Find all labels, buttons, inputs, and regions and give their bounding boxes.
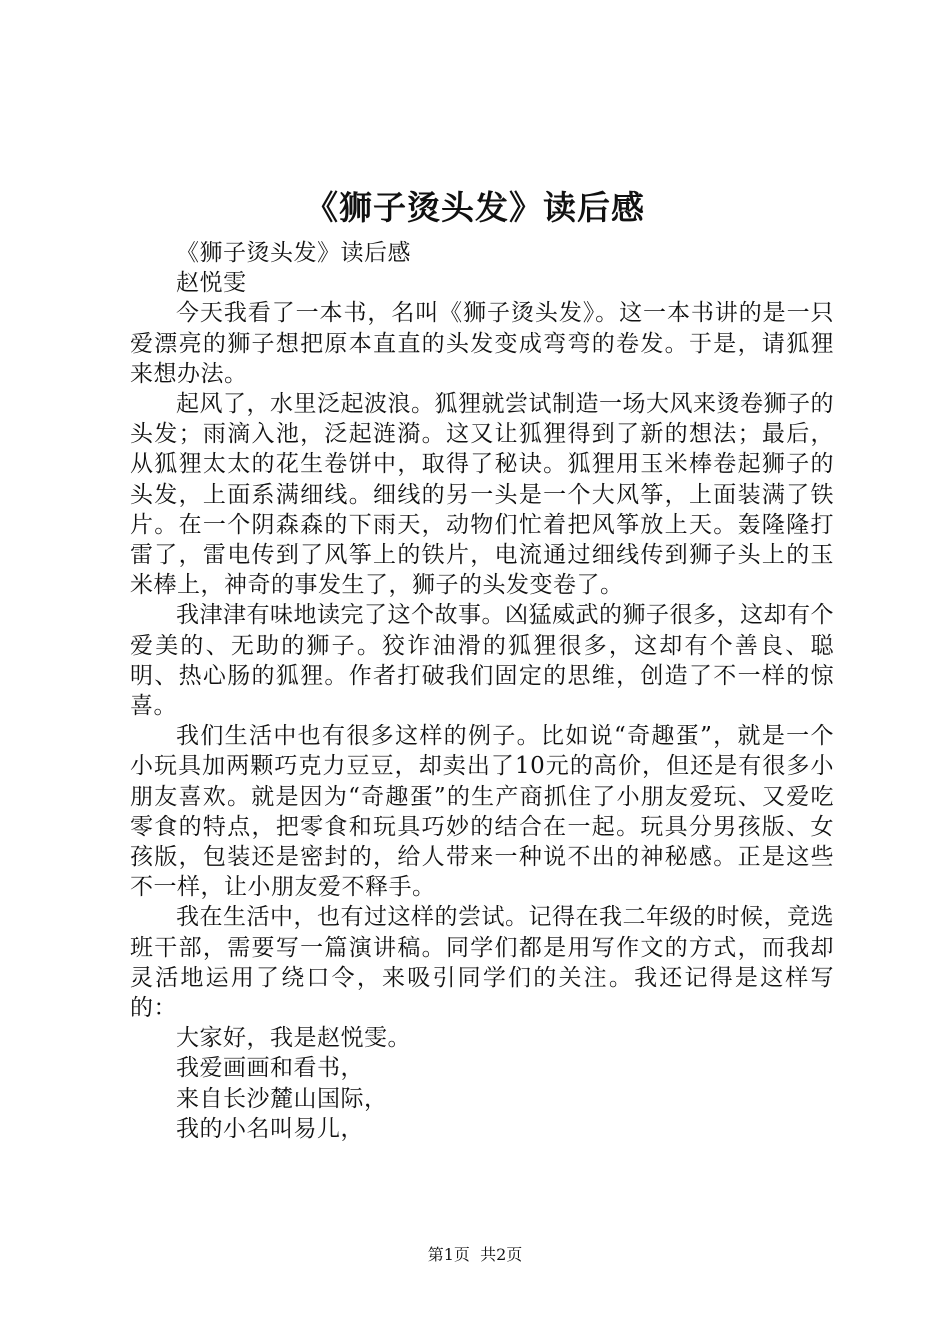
speech-line: 我的小名叫易儿， xyxy=(176,1115,364,1142)
document-body xyxy=(130,238,834,1144)
subtitle-paragraph: 《狮子烫头发》读后感 xyxy=(176,240,411,266)
speech-line: 来自长沙麓山国际， xyxy=(176,1085,388,1112)
body-paragraph: 今天我看了一本书，名叫《狮子烫头发》。这一本书讲的是一只爱漂亮的狮子想把原本直直的头发变成弯弯的卷发。于是，请狐狸来想办法。 xyxy=(130,300,834,387)
author-paragraph: 赵悦雯 xyxy=(176,270,247,297)
body-paragraph: 我津津有味地读完了这个故事。凶猛威武的狮子很多，这却有个爱美的、无助的狮子。狡诈油滑的狐狸很多，这却有个善良、聪明、热心肠的狐狸。作者打破我们固定的思维，创造了不一样的惊喜。 xyxy=(130,602,834,720)
body-paragraph: 我们生活中也有很多这样的例子。比如说“奇趣蛋”，就是一个小玩具加两颗巧克力豆豆，却卖出了10元的高价，但还是有很多小朋友喜欢。就是因为“奇趣蛋”的生产商抓住了小朋友爱玩、又爱吃零食的特点，把零食和玩具巧妙的结合在一起。玩具分男孩版、女孩版，包装还是密封的，给人带来一种说不出的神秘感。正是这些不一样，让小朋友爱不释手。 xyxy=(130,723,834,901)
document-title: 《狮子烫头发》读后感 xyxy=(305,188,645,227)
speech-line: 我爱画画和看书， xyxy=(176,1055,364,1082)
speech-line: 大家好，我是赵悦雯。 xyxy=(176,1025,411,1052)
page-footer xyxy=(0,1244,950,1266)
page-number: 第1页 xyxy=(427,1245,470,1264)
page-total: 共2页 xyxy=(480,1245,523,1264)
body-paragraph: 我在生活中，也有过这样的尝试。记得在我二年级的时候，竞选班干部，需要写一篇演讲稿。同学们都是用写作文的方式，而我却灵活地运用了绕口令，来吸引同学们的关注。我还记得是这样写的： xyxy=(130,904,834,1022)
body-paragraph: 起风了，水里泛起波浪。狐狸就尝试制造一场大风来烫卷狮子的头发；雨滴入池，泛起涟漪。这又让狐狸得到了新的想法；最后，从狐狸太太的花生卷饼中，取得了秘诀。狐狸用玉米棒卷起狮子的头发，上面系满细线。细线的另一头是一个大风筝，上面装满了铁片。在一个阴森森的下雨天，动物们忙着把风筝放上天。轰隆隆打雷了，雷电传到了风筝上的铁片，电流通过细线传到狮子头上的玉米棒上，神奇的事发生了，狮子的头发变卷了。 xyxy=(130,391,834,599)
